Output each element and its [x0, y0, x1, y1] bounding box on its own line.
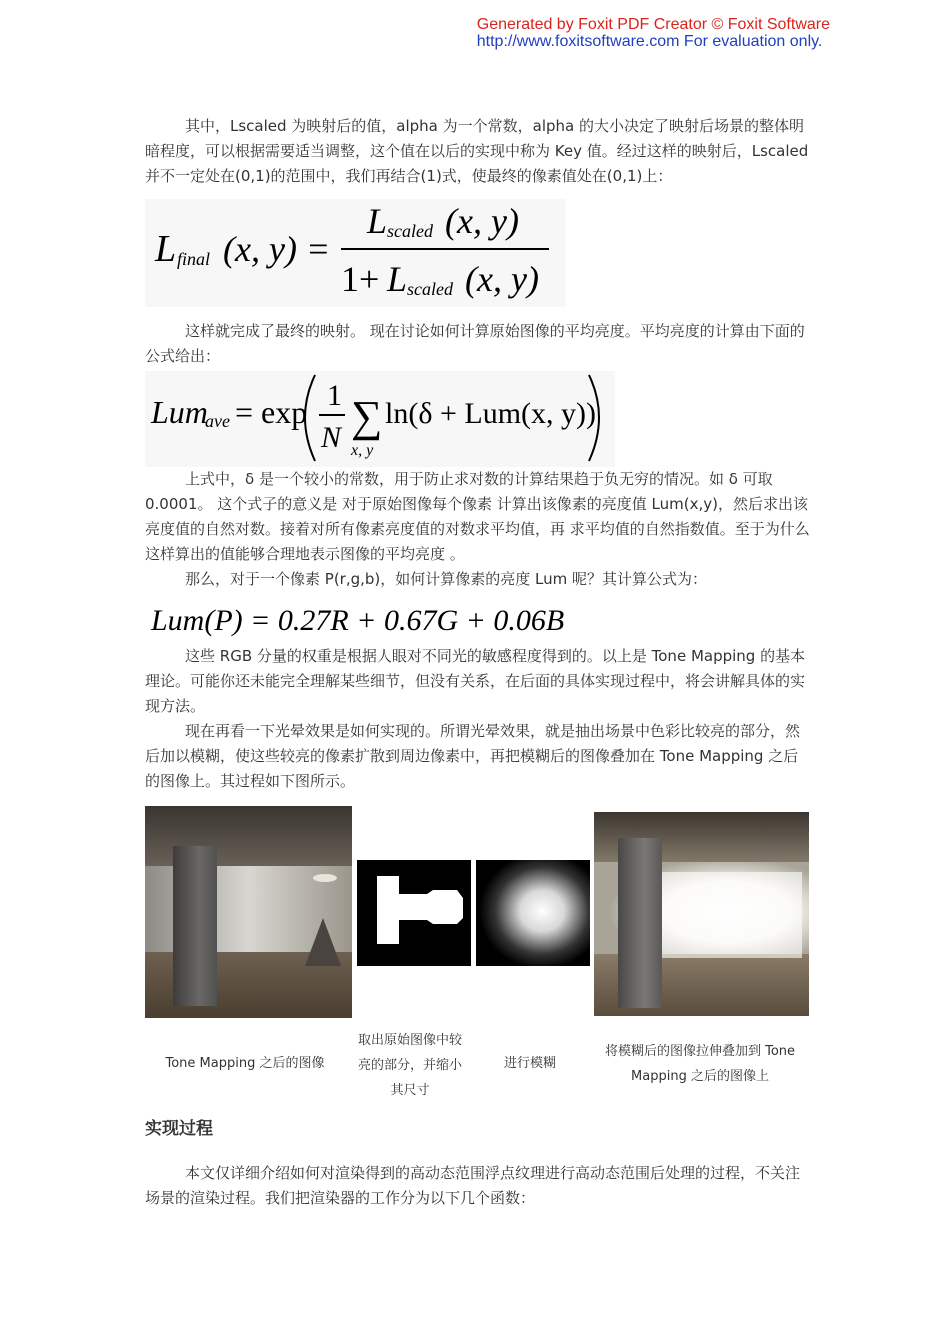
f2-body: ln(δ + Lum(x, y)) — [385, 397, 597, 430]
f2-lhs: Lum — [151, 394, 208, 430]
f1-den-L: L — [387, 259, 408, 299]
caption-composite-line2: Mapping 之后的图像上 — [631, 1069, 769, 1084]
watermark — [477, 16, 830, 50]
paragraph-3: 上式中，δ 是一个较小的常数，用于防止求对数的计算结果趋于负无穷的情况。如 δ 可取 0.0001。 这个式子的意义是 对于原始图像每个像素 计算出该像素的亮度值 Lum(x,y)，然后求出该亮度值的自然对数。接着对所有像素亮度值的对数求平均值，再 求平均值的自然指数值。至于为什么这样算出的值能够合理地表示图像的平均亮度 。 — [145, 470, 810, 563]
caption-composite-line1: 将模糊后的图像拉伸叠加到 Tone — [604, 1044, 796, 1059]
f2-sum-sub: x, y — [351, 442, 374, 459]
f2-N: N — [321, 421, 342, 454]
f1-lhs-sub: final — [177, 249, 211, 269]
f2-lhs-sub: ave — [205, 411, 230, 431]
f1-den-one: 1+ — [341, 259, 380, 299]
caption-composite — [585, 1039, 815, 1089]
glow-process-figure — [145, 806, 810, 1106]
f1-num-args: (x, y) — [445, 201, 519, 241]
f3-text: Lum(P) = 0.27R + 0.67G + 0.06B — [151, 604, 565, 637]
f1-num-L: L — [367, 201, 388, 241]
caption-bright-pass-line3: 其尺寸 — [390, 1083, 430, 1098]
f1-lhs-L: L — [155, 228, 177, 270]
f1-num-sub: scaled — [387, 221, 433, 241]
f2-one: 1 — [327, 379, 342, 412]
formula-lum-ave — [145, 371, 810, 467]
f2-eq: = exp — [235, 394, 308, 430]
formula-lum-p — [145, 596, 810, 640]
section-title: 实现过程 — [145, 1119, 213, 1139]
caption-bright-pass-line1: 取出原始图像中较 — [357, 1033, 462, 1048]
paragraph-2: 这样就完成了最终的映射。 现在讨论如何计算原始图像的平均亮度。平均亮度的计算由下面的公式给出： — [145, 322, 805, 365]
paragraph-4: 那么，对于一个像素 P(r,g,b)，如何计算像素的亮度 Lum 呢？其计算公式为： — [185, 570, 708, 588]
f1-den-sub: scaled — [407, 279, 453, 299]
paragraph-6: 现在再看一下光晕效果是如何实现的。所谓光晕效果，就是抽出场景中色彩比较亮的部分，然后加以模糊，使这些较亮的像素扩散到周边像素中，再把模糊后的图像叠加在 Tone Mapping 之后的图像上。其过程如下图所示。 — [145, 722, 801, 790]
caption-tone-mapped: Tone Mapping 之后的图像 — [165, 1056, 325, 1071]
paragraph-5: 这些 RGB 分量的权重是根据人眼对不同光的敏感程度得到的。以上是 Tone Mapping 的基本理论。可能你还未能完全理解某些细节，但没有关系，在后面的具体实现过程中，将会讲解具体的实现方法。 — [145, 647, 806, 715]
watermark-line1: Generated by Foxit PDF Creator © Foxit Software — [476, 16, 830, 33]
caption-bright-pass-line2: 亮的部分，并缩小 — [357, 1058, 462, 1073]
f1-lhs-args: (x, y) = — [223, 229, 331, 269]
tone-mapped-image — [145, 806, 352, 1018]
formula-lum-p-svg — [145, 596, 575, 640]
paragraph-7: 本文仅详细介绍如何对渲染得到的高动态范围浮点纹理进行高动态范围后处理的过程，不关注场景的渲染过程。我们把渲染器的工作分为以下几个函数： — [145, 1164, 801, 1207]
watermark-line2: http://www.foxitsoftware.com For evaluation only. — [476, 33, 823, 50]
document-body — [145, 114, 810, 1211]
formula-final-svg — [145, 199, 565, 307]
formula-final — [145, 199, 810, 307]
formula-lum-ave-svg — [145, 371, 615, 467]
f1-den-args: (x, y) — [465, 259, 539, 299]
composite-glow-image — [594, 812, 809, 1016]
paragraph-1: 其中，Lscaled 为映射后的值，alpha 为一个常数，alpha 的大小决定了映射后场景的整体明暗程度，可以根据需要适当调整，这个值在以后的实现中称为 Key 值。经过这样的映射后，Lscaled 并不一定处在(0,1)的范围中，我们再结合(1)式，使最终的像素值处在(0,1)上： — [145, 117, 809, 185]
caption-bright-pass — [345, 1028, 475, 1103]
blurred-image — [476, 860, 590, 966]
bright-pass-image — [357, 860, 471, 966]
caption-blur: 进行模糊 — [503, 1056, 556, 1071]
f2-sigma: ∑ — [351, 392, 383, 441]
